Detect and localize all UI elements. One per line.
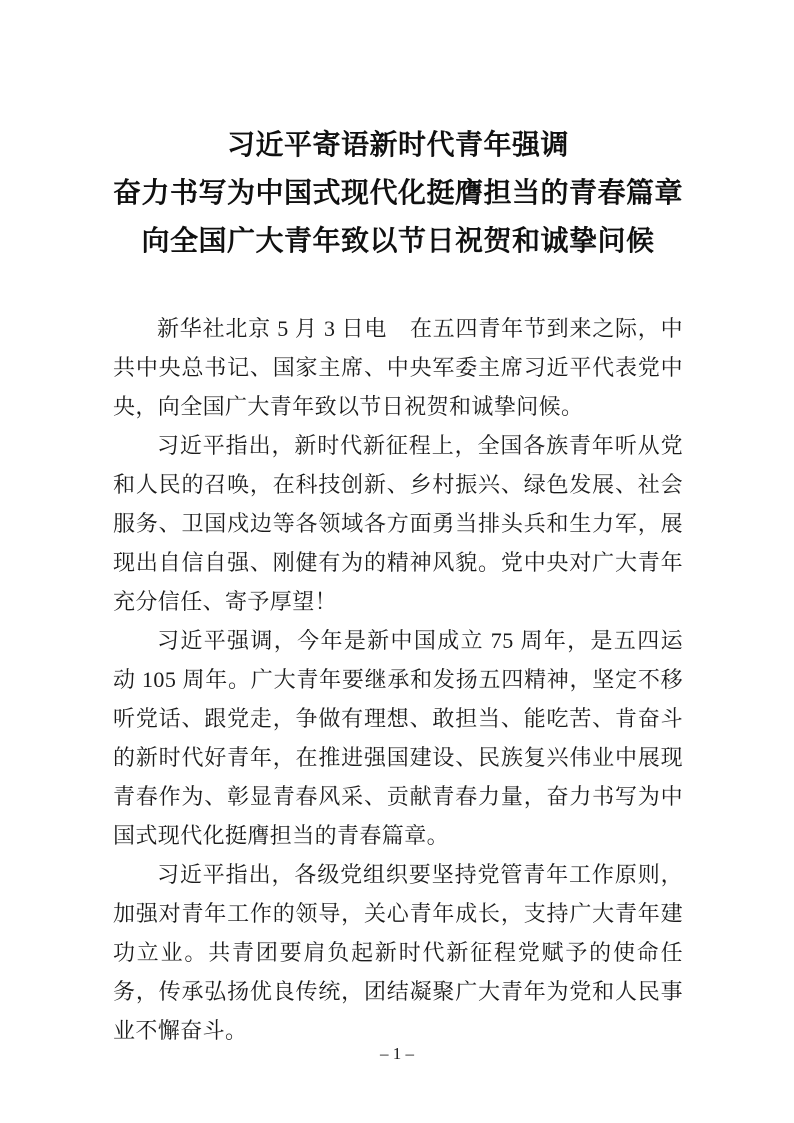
title-line-2: 奋力书写为中国式现代化挺膺担当的青春篇章 — [113, 178, 684, 209]
paragraph-4: 习近平指出，各级党组织要坚持党管青年工作原则，加强对青年工作的领导，关心青年成长，支持广大青年建功立业。共青团要肩负起新时代新征程党赋予的使命任务，传承弘扬优良传统，团结凝聚广大青年为党和人民事业不懈奋斗。 — [113, 862, 683, 1043]
document-body — [113, 309, 683, 1050]
page-number: – 1 – — [380, 1044, 414, 1063]
title-line-3: 向全国广大青年致以节日祝贺和诚挚问候 — [141, 226, 655, 257]
page-footer — [0, 1043, 794, 1065]
paragraph-3: 习近平强调，今年是新中国成立 75 周年，是五四运动 105 周年。广大青年要继承和发扬五四精神，坚定不移听党话、跟党走，争做有理想、敢担当、能吃苦、肯奋斗的新时代好青年，在推进强国建设、民族复兴伟业中展现青春作为、彰显青春风采、贡献青春力量，奋力书写为中国式现代化挺膺担当的青春篇章。 — [113, 628, 683, 848]
document-title — [113, 122, 683, 266]
paragraph-dateline: 新华社北京 5 月 3 日电 在五四青年节到来之际，中共中央总书记、国家主席、中央军委主席习近平代表党中央，向全国广大青年致以节日祝贺和诚挚问候。 — [113, 316, 683, 419]
paragraph-2: 习近平指出，新时代新征程上，全国各族青年听从党和人民的召唤，在科技创新、乡村振兴、绿色发展、社会服务、卫国戍边等各领域各方面勇当排头兵和生力军，展现出自信自强、刚健有为的精神风貌。党中央对广大青年充分信任、寄予厚望！ — [113, 433, 683, 614]
title-line-1: 习近平寄语新时代青年强调 — [226, 130, 569, 161]
